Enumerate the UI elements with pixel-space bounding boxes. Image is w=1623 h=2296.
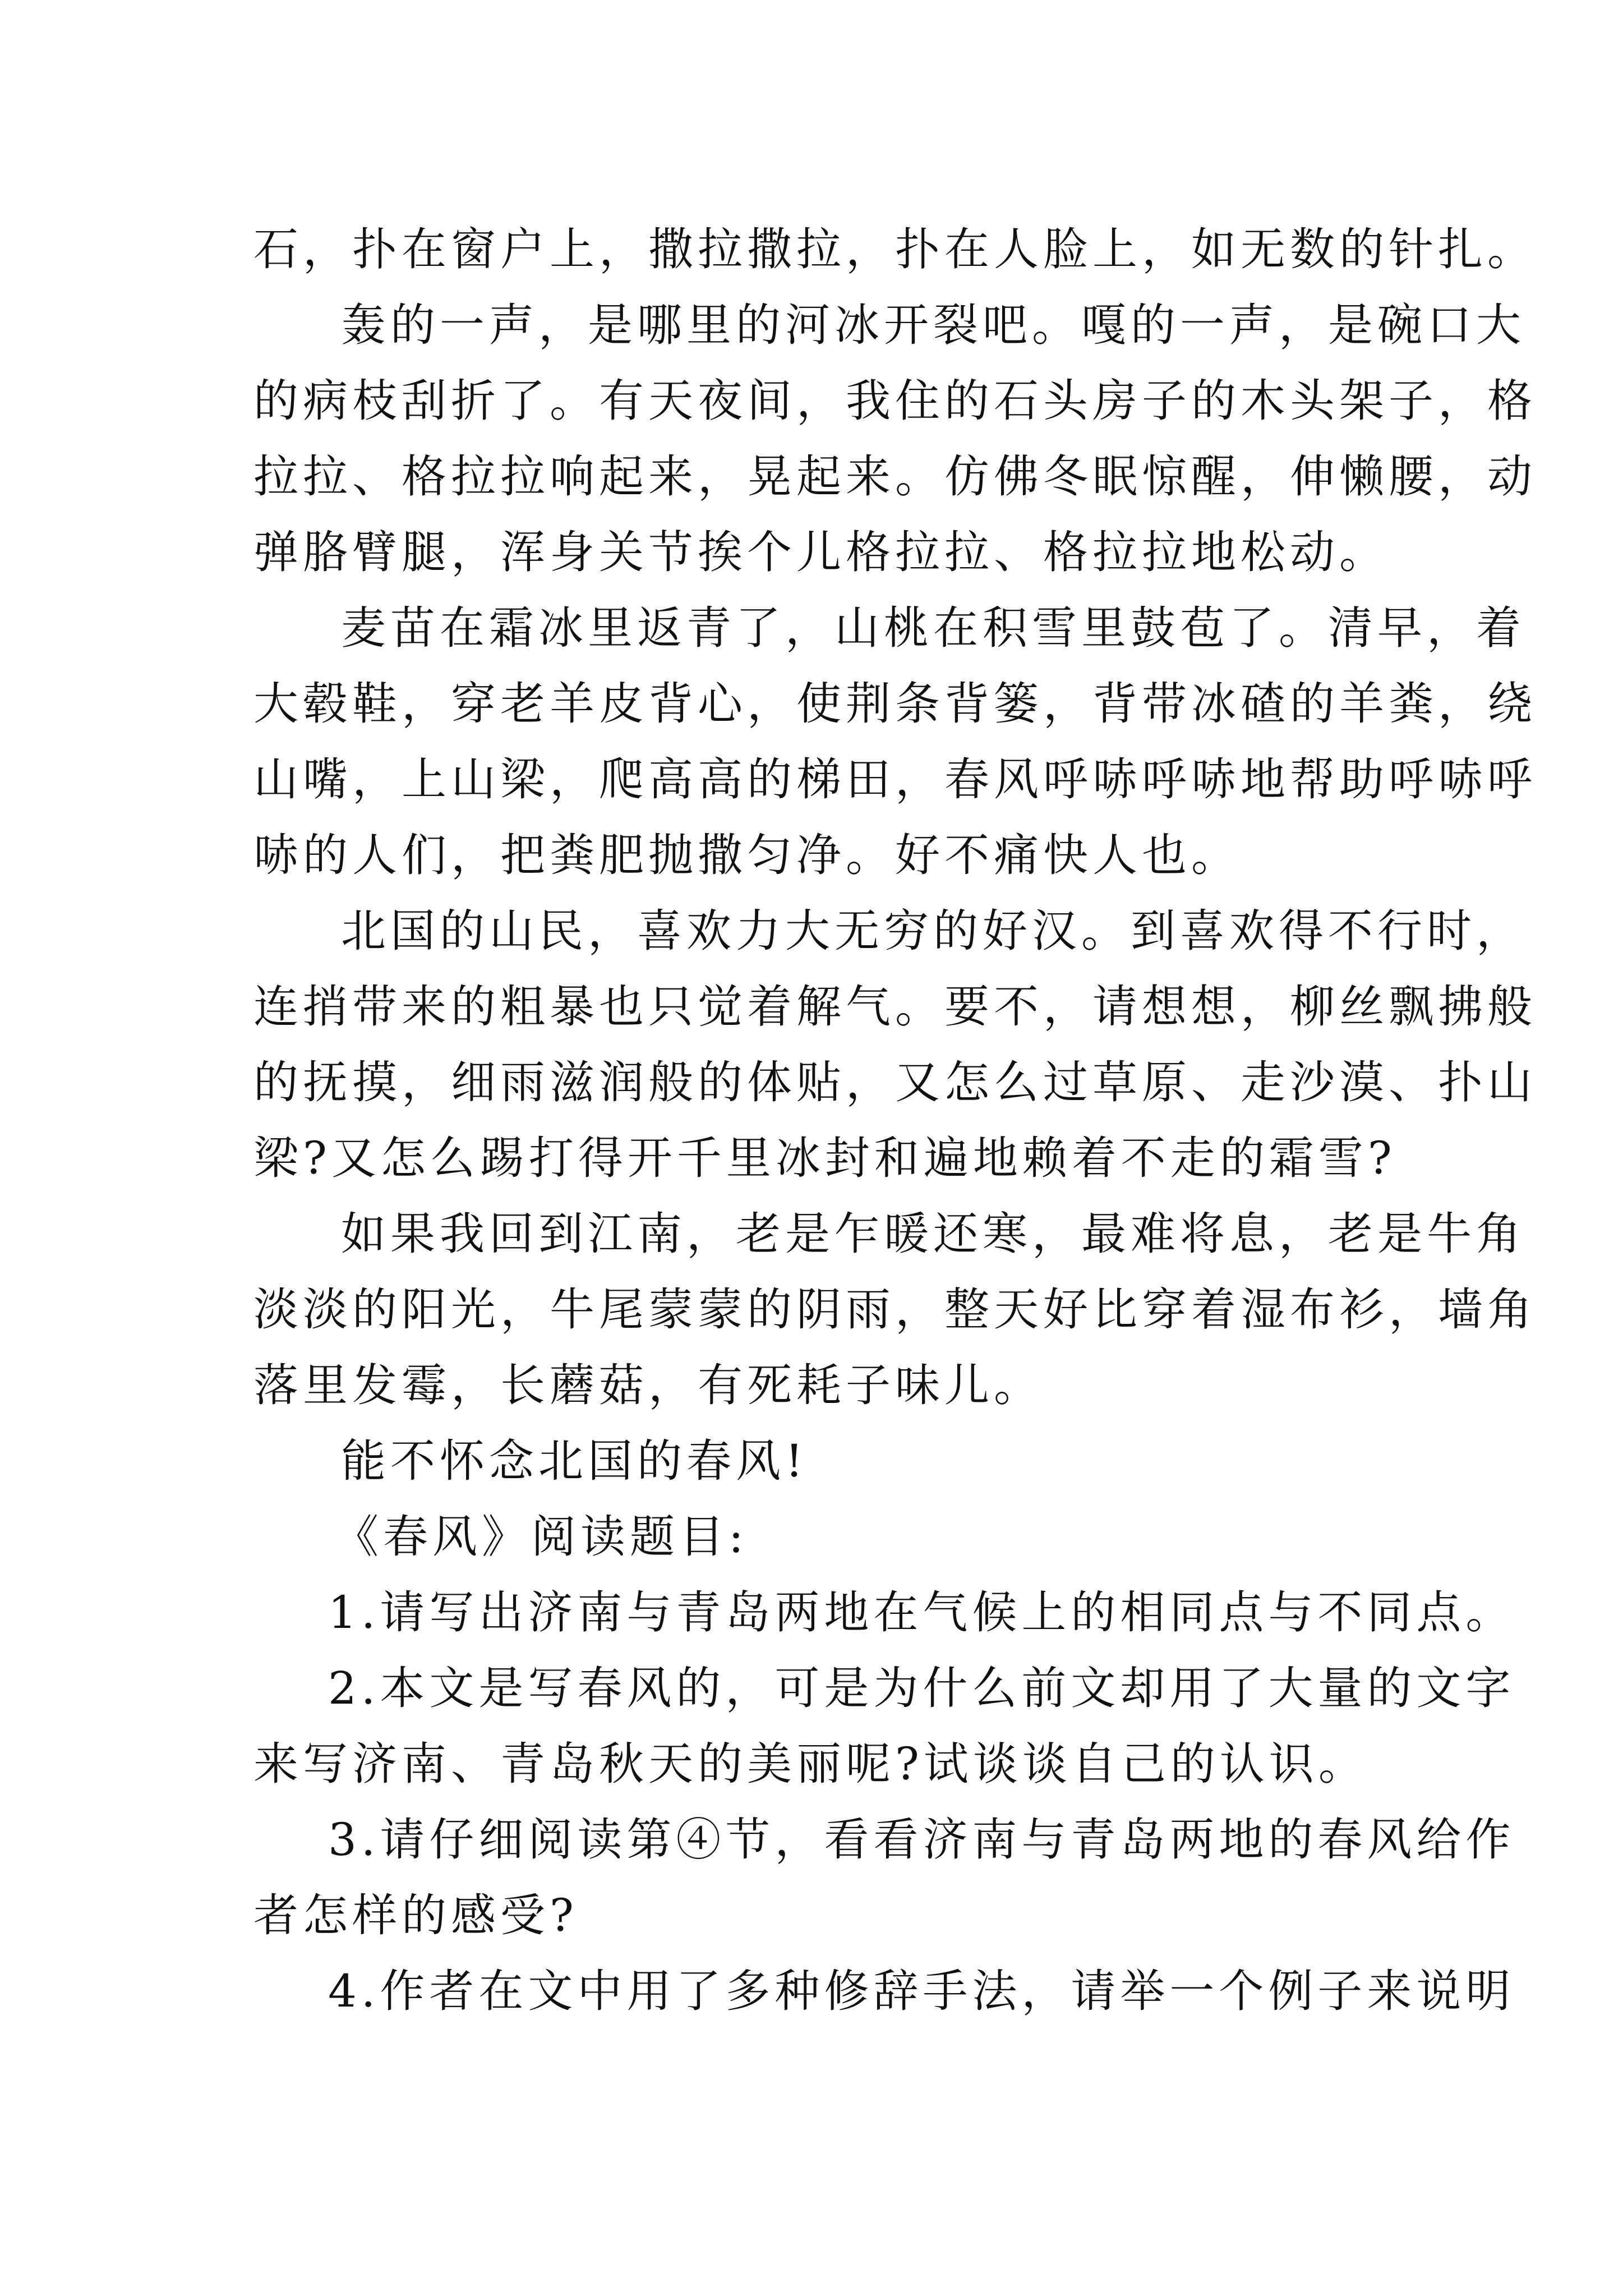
text-line: 大毂鞋，穿老羊皮背心，使荆条背篓，背带冰碴的羊粪，绕 [253,678,1537,730]
text-line: 淡淡的阳光，牛尾蒙蒙的阴雨，整天好比穿着湿布衫，墙角 [253,1283,1537,1336]
paragraph-start: 能不怀念北国的春风! [341,1435,808,1487]
paragraph-start: 轰的一声，是哪里的河冰开裂吧。嘎的一声，是碗口大 [341,299,1525,351]
text-line: 弹胳臂腿，浑身关节挨个儿格拉拉、格拉拉地松动。 [253,526,1389,578]
question-4: 4.作者在文中用了多种修辞手法，请举一个例子来说明 [328,1965,1515,2017]
text-line: 山嘴，上山梁，爬高高的梯田，春风呼哧呼哧地帮助呼哧呼 [253,753,1537,806]
text-line: 落里发霉，长蘑菇，有死耗子味儿。 [253,1359,1043,1411]
text-line: 梁?又怎么踢打得开千里冰封和遍地赖着不走的霜雪? [253,1132,1396,1184]
question-1: 1.请写出济南与青岛两地在气候上的相同点与不同点。 [328,1586,1515,1639]
paragraph-start: 麦苗在霜冰里返青了，山桃在积雪里鼓苞了。清早，着 [341,602,1525,654]
paragraph-start: 如果我回到江南，老是乍暖还寒，最难将息，老是牛角 [341,1208,1525,1260]
text-line: 的病枝刮折了。有天夜间，我住的石头房子的木头架子，格 [253,375,1537,427]
section-heading: 《春风》阅读题目: [334,1511,748,1563]
text-line: 哧的人们，把粪肥抛撒匀净。好不痛快人也。 [253,829,1241,881]
text-line: 连捎带来的粗暴也只觉着解气。要不，请想想，柳丝飘拂般 [253,981,1537,1033]
question-2: 2.本文是写春风的，可是为什么前文却用了大量的文字 [328,1662,1515,1714]
paragraph-start: 北国的山民，喜欢力大无穷的好汉。到喜欢得不行时， [341,905,1525,957]
text-line: 者怎样的感受? [253,1889,578,1941]
text-line: 拉拉、格拉拉响起来，晃起来。仿佛冬眠惊醒，伸懒腰，动 [253,450,1537,503]
text-line: 石，扑在窗户上，撒拉撒拉，扑在人脸上，如无数的针扎。 [253,223,1537,275]
text-line: 的抚摸，细雨滋润般的体贴，又怎么过草原、走沙漠、扑山 [253,1056,1537,1108]
text-line: 来写济南、青岛秋天的美丽呢?试谈谈自己的认识。 [253,1738,1368,1790]
question-3: 3.请仔细阅读第④节，看看济南与青岛两地的春风给作 [328,1814,1515,1866]
